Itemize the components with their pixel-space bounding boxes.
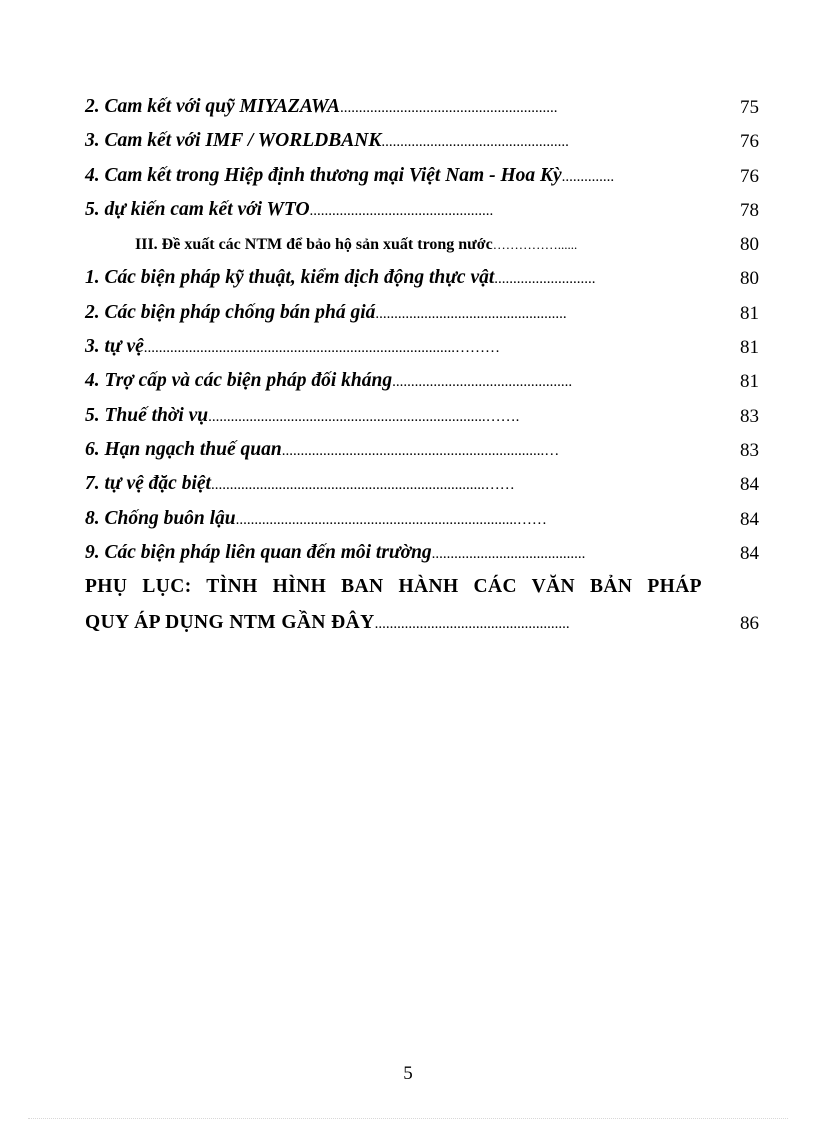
toc-entry[interactable] xyxy=(85,330,765,364)
toc-page-number: 81 xyxy=(740,337,759,359)
toc-appendix-title-line2: QUY ÁP DỤNG NTM GẦN ĐÂY xyxy=(85,612,375,634)
toc-section-entry[interactable] xyxy=(85,227,765,261)
toc-leader-dots: ................................................. xyxy=(309,202,494,219)
toc-entry[interactable] xyxy=(85,159,765,193)
toc-entry[interactable] xyxy=(85,296,765,330)
toc-entry-title: 2. Các biện pháp chống bán phá giá xyxy=(85,301,376,323)
toc-entry[interactable] xyxy=(85,467,765,501)
toc-page-number: 84 xyxy=(740,508,759,530)
toc-entry[interactable] xyxy=(85,193,765,227)
toc-appendix-heading-line[interactable] xyxy=(85,570,765,606)
toc-leader-dots: .........................................................................…… xyxy=(210,477,515,494)
toc-leader-dots: ……………...... xyxy=(492,237,578,253)
toc-leader-dots: .......................................................... xyxy=(339,100,558,116)
toc-entry-title: 1. Các biện pháp kỹ thuật, kiểm dịch động thực vật xyxy=(85,267,495,289)
toc-page-number: 84 xyxy=(740,542,759,564)
toc-entry[interactable] xyxy=(85,433,765,467)
toc-leader-dots: ......................................... xyxy=(431,545,586,562)
toc-page-number: 80 xyxy=(740,234,759,256)
toc-page-number: 76 xyxy=(740,131,759,153)
toc-entry[interactable] xyxy=(85,364,765,398)
toc-entry[interactable] xyxy=(85,399,765,433)
toc-entry-title: 3. tự vệ xyxy=(85,336,144,358)
toc-section-title: III. Đề xuất các NTM để bảo hộ sản xuất trong nước xyxy=(135,236,493,254)
toc-entry-title: 5. dự kiến cam kết với WTO xyxy=(85,198,310,220)
toc-entry-title: 7. tự vệ đặc biệt xyxy=(85,473,211,495)
toc-entry-title: 4. Trợ cấp và các biện pháp đối kháng xyxy=(85,370,393,392)
toc-page-number: 75 xyxy=(740,97,759,118)
toc-entry[interactable] xyxy=(85,90,765,124)
toc-appendix-entry[interactable] xyxy=(85,606,765,642)
toc-leader-dots: ...........................................................................…… xyxy=(235,511,547,528)
toc-page-number: 76 xyxy=(740,165,759,187)
toc-leader-dots: .................................................. xyxy=(381,134,569,151)
toc-leader-dots: ..........................................................................……. xyxy=(208,408,520,425)
toc-page-number: 83 xyxy=(740,439,759,461)
toc-entry-title: 3. Cam kết với IMF / WORLDBANK xyxy=(85,130,382,152)
toc-page-number: 81 xyxy=(740,371,759,393)
toc-entry-title: 5. Thuế thời vụ xyxy=(85,404,209,426)
toc-leader-dots: ...................................................................................……… xyxy=(143,340,501,357)
toc-entry[interactable] xyxy=(85,536,765,570)
toc-entry[interactable] xyxy=(85,124,765,158)
toc-entry-title: 2. Cam kết với quỹ MIYAZAWA xyxy=(85,96,340,117)
toc-leader-dots: ......................................................................… xyxy=(281,442,560,459)
toc-leader-dots: ........................... xyxy=(494,271,596,288)
toc-leader-dots: ................................................ xyxy=(392,374,573,391)
toc-leader-dots: ................................................... xyxy=(375,305,567,322)
page-number: 5 xyxy=(403,1063,413,1084)
page-edge-divider xyxy=(28,1118,788,1119)
toc-leader-dots: .............. xyxy=(561,168,615,185)
toc-leader-dots: .................................................... xyxy=(374,616,570,633)
toc-page-number: 84 xyxy=(740,474,759,496)
toc-entry-title: 4. Cam kết trong Hiệp định thương mại Việt Nam - Hoa Kỳ xyxy=(85,164,562,186)
toc-page-number: 81 xyxy=(740,302,759,324)
table-of-contents xyxy=(85,90,765,642)
toc-entry[interactable] xyxy=(85,261,765,295)
toc-page-number: 86 xyxy=(740,613,759,635)
toc-entry-title: 6. Hạn ngạch thuế quan xyxy=(85,438,282,460)
toc-entry[interactable] xyxy=(85,502,765,536)
toc-appendix-title-line1: PHỤ LỤC: TÌNH HÌNH BAN HÀNH CÁC VĂN BẢN PHÁP xyxy=(85,576,702,598)
toc-entry-title: 8. Chống buôn lậu xyxy=(85,507,236,529)
toc-page-number: 78 xyxy=(740,199,759,221)
toc-page-number: 83 xyxy=(740,405,759,427)
toc-entry-title: 9. Các biện pháp liên quan đến môi trường xyxy=(85,541,432,563)
toc-page-number: 80 xyxy=(740,268,759,290)
